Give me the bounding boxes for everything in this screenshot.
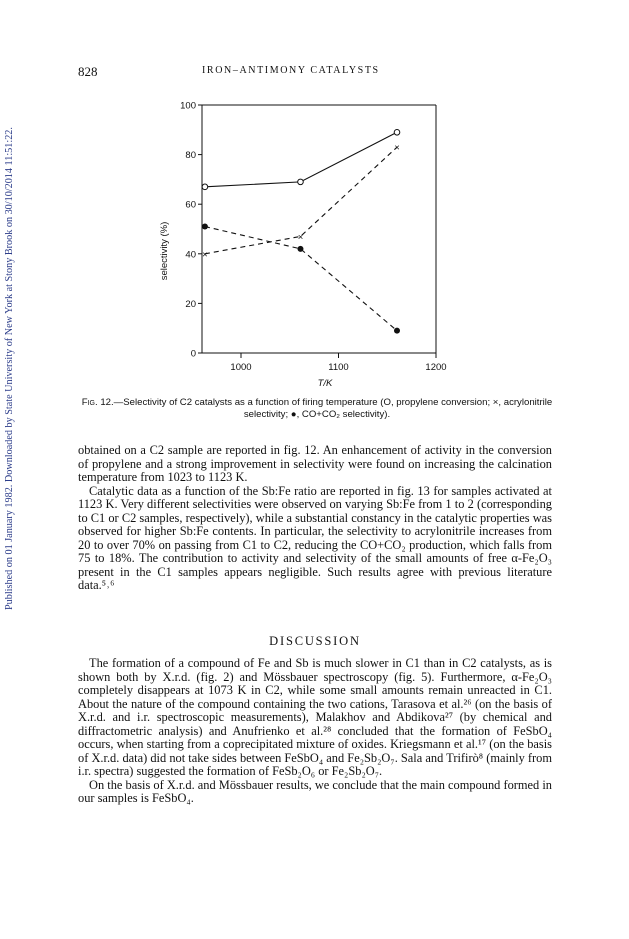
data-point-open-circle (298, 179, 304, 185)
data-point-open-circle (202, 184, 208, 190)
discussion-text (78, 657, 552, 806)
section-heading: DISCUSSION (269, 634, 361, 648)
page-number: 828 (78, 64, 98, 79)
paragraph: The formation of a compound of Fe and Sb is much slower in C1 than in C2 catalysts, as is shown both by X.r.d. (fig. 2) and Mössbauer spectroscopy (fig. 5). Furthermore, α-Fe₂O₃ completely disappears at 1073 K in C2, while some small amounts remain unreacted in C1. About the nature of the compound containing the two cations, Tarasova et al.²⁶ (on the basis of X.r.d. and i.r. spectroscopic measurements), Malakhov and Abdikova²⁷ (by chemical and diffractometric analysis) and Anufrienko et al.²⁸ concluded that the formation of FeSbO₄ occurs, when starting from a coprecipitated mixture of oxides. Kriegsmann et al.¹⁷ (on the basis of X.r.d. data) did not take sides between FeSbO₄ and Fe₂Sb₂O₇. Sala and Trifirò⁸ (mainly from i.r. spectra) suggested the formation of FeSb₂O₆ or Fe₂Sb₂O₇. (78, 656, 552, 778)
y-axis-label: selectivity (%) (159, 221, 170, 281)
x-tick-label: 1200 (425, 362, 447, 373)
figure-12-chart (150, 95, 450, 395)
caption-text: —Selectivity of C2 catalysts as a function of firing temperature (O, propylene conversion; ×, acrylonitrile selectivity; ●, CO+CO₂ selectivity). (113, 397, 553, 420)
y-tick-label: 60 (185, 199, 196, 211)
download-notice-text: Published on 01 January 1982. Downloaded by State University of New York at Stony Brook on 30/10/2014 11:51:22. (4, 127, 15, 610)
data-point-filled-circle (297, 246, 303, 252)
data-point-filled-circle (202, 224, 208, 230)
y-tick-label: 40 (185, 249, 196, 261)
chart-canvas (150, 95, 450, 395)
data-point-cross: × (202, 249, 208, 261)
running-head: IRON–ANTIMONY CATALYSTS (202, 65, 380, 76)
results-text (78, 444, 552, 593)
data-point-open-circle (394, 129, 400, 135)
page-header (78, 64, 551, 80)
data-point-cross: × (297, 231, 304, 243)
download-notice (4, 90, 18, 610)
x-tick-label: 1000 (230, 362, 252, 373)
data-point-cross: × (394, 142, 400, 154)
x-axis-label: T/K (317, 378, 333, 389)
data-point-filled-circle (394, 328, 400, 334)
y-tick-label: 20 (185, 298, 196, 310)
paragraph: Catalytic data as a function of the Sb:Fe ratio are reported in fig. 13 for samples activated at 1123 K. Very different selectivities were observed on varying Sb:Fe from 1 to 2 (corresponding to C1 or C2 samples, respectively), while a substantial constancy in the catalytic properties was observed for higher Sb:Fe contents. In particular, the selectivity to acrylonitrile increases from 20 to over 70% on passing from C1 to C2, reducing the CO+CO₂ production, which falls from 75 to 18%. The contribution to activity and selectivity of the small amounts of free α-Fe₂O₃ present in the C1 samples appears negligible. Such results agree with previous literature data.⁵˒⁶ (78, 483, 552, 592)
figure-caption (78, 397, 556, 421)
y-tick-label: 100 (180, 100, 196, 112)
x-tick-label: 1100 (328, 362, 349, 373)
paragraph: obtained on a C2 sample are reported in fig. 12. An enhancement of activity in the conversion of propylene and a strong improvement in selectivity were found on increasing the calcination temperature from 1023 to 1123 K. (78, 443, 552, 484)
paragraph: On the basis of X.r.d. and Mössbauer results, we conclude that the main compound formed in our samples is FeSbO₄. (78, 777, 552, 805)
y-tick-label: 80 (185, 150, 196, 162)
y-tick-label: 0 (190, 348, 196, 360)
figure-label: Fig. 12. (81, 397, 114, 408)
